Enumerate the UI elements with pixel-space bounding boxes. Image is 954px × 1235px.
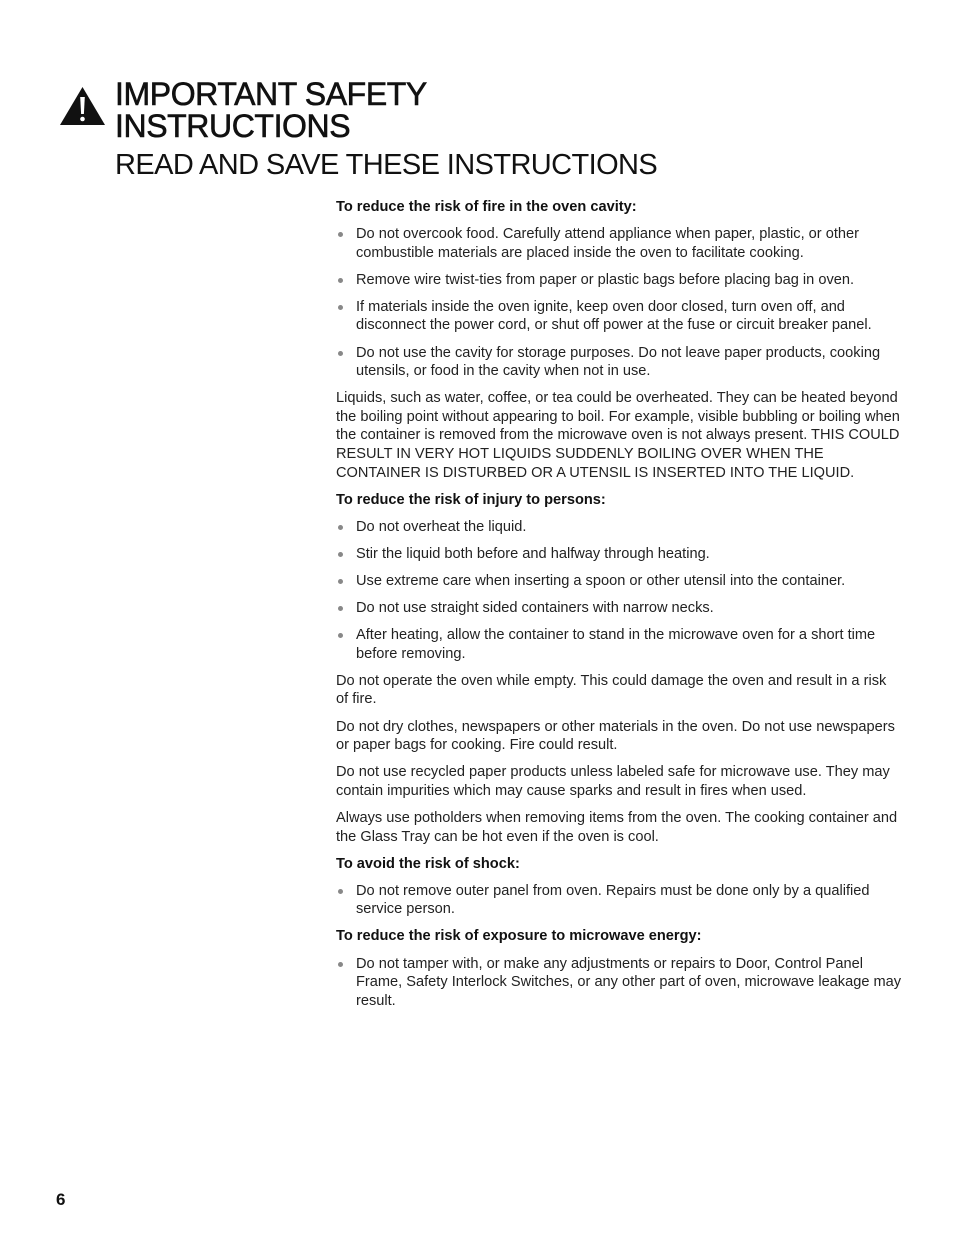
microwave-list — [336, 955, 902, 1011]
warning-triangle-icon — [59, 86, 106, 126]
list-item: If materials inside the oven ignite, keep oven door closed, turn oven off, and disconnect the power cord, or shut off power at the fuse or circuit breaker panel. — [336, 298, 902, 335]
fire-list — [336, 225, 902, 381]
shock-heading: To avoid the risk of shock: — [336, 855, 520, 872]
microwave-heading: To reduce the risk of exposure to microwave energy: — [336, 928, 702, 945]
page-subtitle: READ AND SAVE THESE INSTRUCTIONS — [115, 149, 658, 181]
list-item: Use extreme care when inserting a spoon or other utensil into the container. — [336, 572, 902, 591]
list-item: Do not remove outer panel from oven. Repairs must be done only by a qualified service person. — [336, 882, 902, 919]
instructions-body — [336, 198, 902, 1019]
page-title — [115, 78, 427, 142]
paragraph-dry-clothes: Do not dry clothes, newspapers or other materials in the oven. Do not use newspapers or paper bags for cooking. Fire could result. — [336, 718, 895, 754]
paragraph-recycled-paper: Do not use recycled paper products unless labeled safe for microwave use. They may contain impurities which may cause sparks and result in fires when used. — [336, 764, 890, 799]
injury-list — [336, 518, 902, 664]
list-item: Do not use the cavity for storage purposes. Do not leave paper products, cooking utensils, or food in the cavity when not in use. — [336, 344, 902, 381]
paragraph-potholders: Always use potholders when removing items from the oven. The cooking container and the Glass Tray can be hot even if the oven is cool. — [336, 809, 898, 845]
list-item: Do not use straight sided containers with narrow necks. — [336, 599, 902, 618]
title-line-2: INSTRUCTIONS — [115, 108, 351, 144]
list-item: Do not overheat the liquid. — [336, 518, 902, 537]
page-number: 6 — [56, 1190, 66, 1209]
injury-heading: To reduce the risk of injury to persons: — [336, 491, 606, 508]
paragraph-empty-oven: Do not operate the oven while empty. This could damage the oven and result in a risk of fire. — [336, 672, 887, 708]
list-item: Do not overcook food. Carefully attend appliance when paper, plastic, or other combustible materials are placed inside the oven to facilitate cooking. — [336, 225, 902, 262]
shock-list — [336, 882, 902, 919]
liquids-paragraph: Liquids, such as water, coffee, or tea could be overheated. They can be heated beyond the boiling point without appearing to boil. For example, visible bubbling or boiling when the container is removed from the microwave oven is not always present. THIS COULD RESULT IN VERY HOT LIQUIDS SUDDENLY BOILING OVER WHEN THE CONTAINER IS DISTURBED OR A UTENSIL IS INSERTED INTO THE LIQUID. — [336, 390, 900, 481]
list-item: After heating, allow the container to stand in the microwave oven for a short time before removing. — [336, 626, 902, 663]
list-item: Stir the liquid both before and halfway through heating. — [336, 545, 902, 564]
title-line-1: IMPORTANT SAFETY — [115, 76, 427, 112]
list-item: Remove wire twist-ties from paper or plastic bags before placing bag in oven. — [336, 271, 902, 290]
fire-heading: To reduce the risk of fire in the oven cavity: — [336, 199, 637, 215]
list-item: Do not tamper with, or make any adjustments or repairs to Door, Control Panel Frame, Safety Interlock Switches, or any other part of oven, microwave leakage may result. — [336, 955, 902, 1011]
